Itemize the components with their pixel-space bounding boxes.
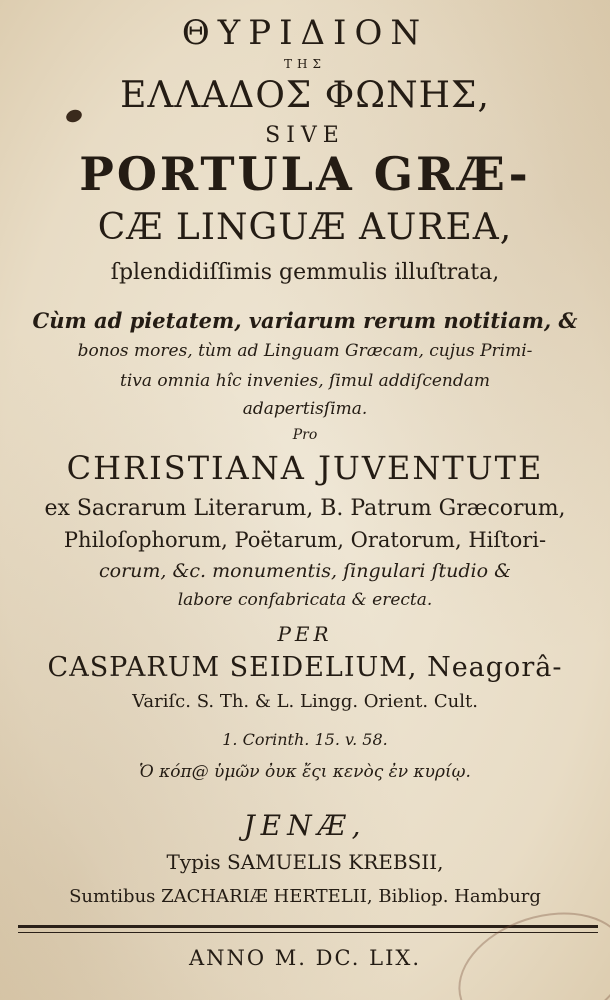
dedication-line: CHRISTIANA JUVENTUTE	[66, 449, 544, 487]
author-credentials-line: Variſc. S. Th. & L. Lingg. Orient. Cult.	[132, 691, 478, 712]
publisher-line: Sumtibus ZACHARIÆ HERTELII, Bibliop. Hamburg	[69, 886, 541, 907]
pro-line: Pro	[292, 427, 318, 443]
per-line: PER	[277, 622, 333, 646]
description-line-3: tiva omnia hîc invenies, ſimul addiſcendam	[120, 371, 490, 391]
subtitle-illustrata: ſplendidiſſimis gemmulis illuſtrata,	[110, 260, 500, 285]
sive-line: SIVE	[265, 123, 345, 148]
scripture-reference-line: 1. Corinth. 15. v. 58.	[222, 730, 388, 749]
description-line-4: adapertisſima.	[242, 399, 368, 419]
imprint-year-line: ANNO M. DC. LIX.	[188, 946, 422, 970]
description-line-1: Cùm ad pietatem, variarum rerum notitiam, &	[32, 308, 578, 333]
author-line: CASPARUM SEIDELIUM, Neagorâ-	[47, 652, 563, 683]
sources-line-3: corum, &c. monumentis, ſingulari ſtudio &	[99, 560, 511, 582]
greek-subtitle-line: ΕΛΛΑΔΟΣ ΦΩΝΗΣ,	[120, 75, 490, 116]
sources-line-2: Philoſophorum, Poëtarum, Oratorum, Hiſtori-	[63, 528, 547, 552]
printer-line: Typis SAMUELIS KREBSII,	[166, 850, 444, 874]
main-title-line-1: PORTULA GRÆ-	[79, 147, 531, 201]
greek-article-line: ΤΗΣ	[284, 57, 326, 71]
paper-stain	[443, 892, 610, 1000]
description-line-2: bonos mores, tùm ad Linguam Græcam, cujus Primi-	[77, 341, 533, 361]
main-title-line-2: CÆ LINGUÆ AUREA,	[97, 207, 513, 248]
greek-title-line: ΘΥΡΙΔΙΟΝ	[181, 13, 429, 53]
sources-line-1: ex Sacrarum Literarum, B. Patrum Græcorum,	[44, 496, 566, 521]
sources-line-4: labore confabricata & erecta.	[177, 590, 433, 610]
greek-quotation-line: Ὁ κόπ@ ὑμῶν ὀυκ ἔςι κενὸς ἐν κυρίῳ.	[139, 762, 471, 782]
imprint-city-line: JENÆ,	[243, 809, 367, 842]
